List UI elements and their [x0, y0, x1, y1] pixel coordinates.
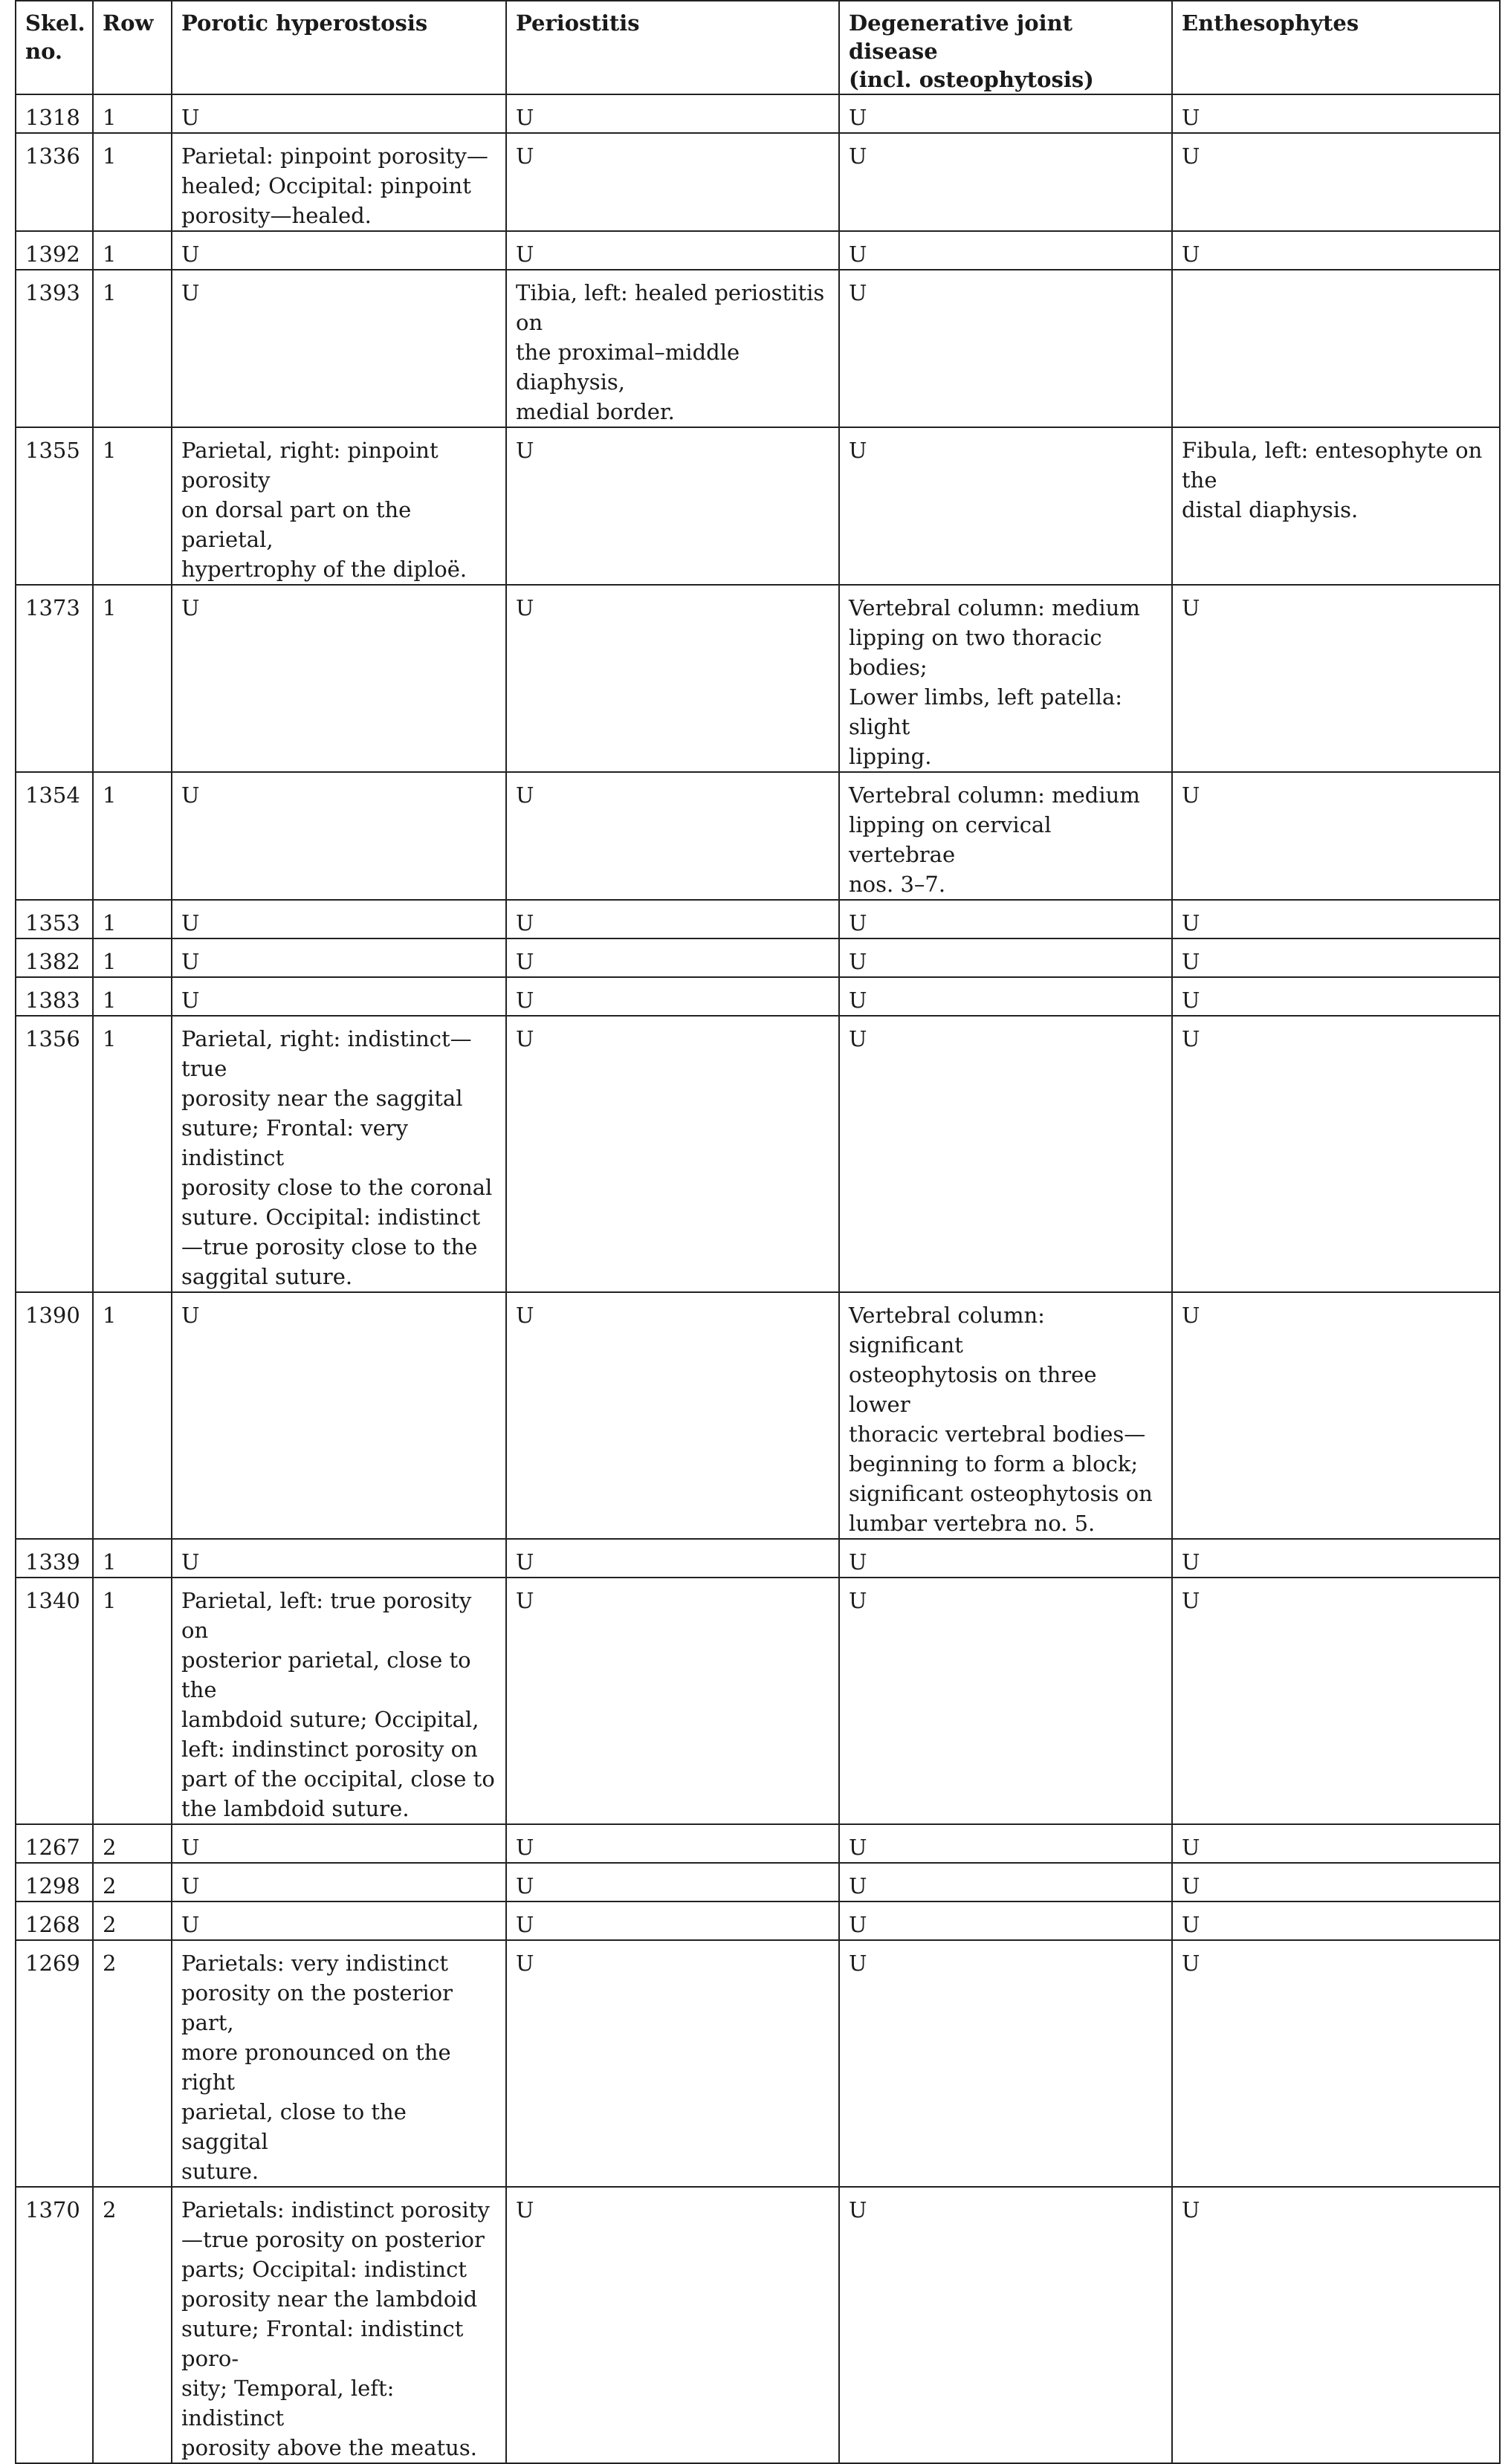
cell-porotic-hyperostosis: U [172, 1902, 506, 1940]
cell-periostitis: U [506, 1863, 839, 1902]
cell-periostitis: U [506, 1940, 839, 2187]
cell-enthesophytes: U [1172, 1016, 1500, 1292]
cell-porotic-hyperostosis: U [172, 585, 506, 772]
cell-enthesophytes: U [1172, 585, 1500, 772]
cell-row: 1 [93, 585, 172, 772]
cell-porotic-hyperostosis: Parietal, right: indistinct—true porosity near the saggital suture; Frontal: very indistinct porosity close to the coronal suture. Occipital: indistinct —true porosity close to the saggital suture. [172, 1016, 506, 1292]
cell-skel-no: 1339 [16, 1539, 93, 1578]
cell-enthesophytes: U [1172, 2187, 1500, 2463]
cell-skel-no: 1382 [16, 938, 93, 977]
cell-degenerative-joint-disease: U [839, 977, 1172, 1016]
cell-periostitis: U [506, 231, 839, 270]
table-row [16, 585, 1500, 772]
cell-porotic-hyperostosis: Parietals: indistinct porosity —true porosity on posterior parts; Occipital: indistinct porosity near the lambdoid suture; Frontal: indistinct poro- sity; Temporal, left: indistinct porosity above the meatus. [172, 2187, 506, 2463]
cell-porotic-hyperostosis: U [172, 938, 506, 977]
cell-degenerative-joint-disease: U [839, 900, 1172, 938]
cell-periostitis: U [506, 585, 839, 772]
cell-porotic-hyperostosis: U [172, 231, 506, 270]
cell-degenerative-joint-disease: U [839, 94, 1172, 133]
cell-row: 1 [93, 900, 172, 938]
table-row [16, 938, 1500, 977]
cell-skel-no: 1267 [16, 1824, 93, 1863]
cell-row: 1 [93, 94, 172, 133]
cell-periostitis: U [506, 1824, 839, 1863]
cell-enthesophytes: U [1172, 977, 1500, 1016]
table-row [16, 1902, 1500, 1940]
cell-periostitis: U [506, 1016, 839, 1292]
cell-degenerative-joint-disease: U [839, 1824, 1172, 1863]
table-row [16, 1578, 1500, 1824]
table-row [16, 1940, 1500, 2187]
cell-row: 1 [93, 231, 172, 270]
cell-periostitis: U [506, 427, 839, 585]
cell-enthesophytes: U [1172, 94, 1500, 133]
cell-row: 2 [93, 1902, 172, 1940]
cell-row: 1 [93, 270, 172, 427]
header-enthesophytes: Enthesophytes [1172, 1, 1500, 94]
cell-skel-no: 1354 [16, 772, 93, 900]
cell-row: 2 [93, 1940, 172, 2187]
cell-porotic-hyperostosis: Parietal, right: pinpoint porosity on dorsal part on the parietal, hypertrophy of the diploë. [172, 427, 506, 585]
cell-row: 2 [93, 1863, 172, 1902]
cell-porotic-hyperostosis: U [172, 772, 506, 900]
cell-porotic-hyperostosis: U [172, 1863, 506, 1902]
cell-porotic-hyperostosis: U [172, 270, 506, 427]
cell-skel-no: 1318 [16, 94, 93, 133]
pathology-table [15, 0, 1501, 2464]
cell-porotic-hyperostosis: U [172, 1539, 506, 1578]
cell-skel-no: 1393 [16, 270, 93, 427]
cell-skel-no: 1370 [16, 2187, 93, 2463]
cell-enthesophytes: U [1172, 1292, 1500, 1539]
table-row [16, 133, 1500, 231]
header-periostitis: Periostitis [506, 1, 839, 94]
cell-row: 1 [93, 938, 172, 977]
header-degenerative-joint-disease: Degenerative joint disease (incl. osteophytosis) [839, 1, 1172, 94]
cell-degenerative-joint-disease: U [839, 2187, 1172, 2463]
cell-skel-no: 1383 [16, 977, 93, 1016]
cell-skel-no: 1355 [16, 427, 93, 585]
cell-skel-no: 1356 [16, 1016, 93, 1292]
cell-skel-no: 1268 [16, 1902, 93, 1940]
cell-periostitis: U [506, 1902, 839, 1940]
cell-enthesophytes: U [1172, 1902, 1500, 1940]
cell-degenerative-joint-disease: U [839, 231, 1172, 270]
cell-row: 1 [93, 133, 172, 231]
cell-row: 1 [93, 772, 172, 900]
cell-skel-no: 1392 [16, 231, 93, 270]
cell-degenerative-joint-disease: U [839, 270, 1172, 427]
cell-row: 1 [93, 977, 172, 1016]
cell-periostitis: U [506, 900, 839, 938]
cell-row: 2 [93, 2187, 172, 2463]
cell-periostitis: U [506, 772, 839, 900]
cell-periostitis: U [506, 1292, 839, 1539]
table-row [16, 772, 1500, 900]
table-row [16, 94, 1500, 133]
cell-skel-no: 1340 [16, 1578, 93, 1824]
cell-skel-no: 1269 [16, 1940, 93, 2187]
cell-periostitis: U [506, 1578, 839, 1824]
cell-row: 1 [93, 1539, 172, 1578]
cell-enthesophytes: U [1172, 1940, 1500, 2187]
cell-porotic-hyperostosis: Parietal: pinpoint porosity— healed; Occipital: pinpoint porosity—healed. [172, 133, 506, 231]
cell-degenerative-joint-disease: Vertebral column: significant osteophytosis on three lower thoracic vertebral bodies— beginning to form a block; significant osteophytosis on lumbar vertebra no. 5. [839, 1292, 1172, 1539]
cell-row: 1 [93, 1578, 172, 1824]
cell-degenerative-joint-disease: U [839, 133, 1172, 231]
cell-enthesophytes: U [1172, 938, 1500, 977]
cell-degenerative-joint-disease: U [839, 1940, 1172, 2187]
cell-porotic-hyperostosis: Parietal, left: true porosity on posterior parietal, close to the lambdoid suture; Occipital, left: indinstinct porosity on part of the occipital, close to the lambdoid suture. [172, 1578, 506, 1824]
cell-degenerative-joint-disease: U [839, 1578, 1172, 1824]
table-row [16, 900, 1500, 938]
cell-enthesophytes: U [1172, 1578, 1500, 1824]
cell-periostitis: U [506, 2187, 839, 2463]
cell-periostitis: U [506, 1539, 839, 1578]
cell-degenerative-joint-disease: U [839, 1539, 1172, 1578]
cell-row: 1 [93, 427, 172, 585]
cell-periostitis: Tibia, left: healed periostitis on the proximal–middle diaphysis, medial border. [506, 270, 839, 427]
table-row [16, 270, 1500, 427]
cell-skel-no: 1373 [16, 585, 93, 772]
cell-enthesophytes: U [1172, 772, 1500, 900]
cell-porotic-hyperostosis: U [172, 900, 506, 938]
cell-skel-no: 1353 [16, 900, 93, 938]
cell-degenerative-joint-disease: U [839, 1016, 1172, 1292]
cell-skel-no: 1336 [16, 133, 93, 231]
cell-enthesophytes: U [1172, 1539, 1500, 1578]
cell-enthesophytes: U [1172, 231, 1500, 270]
cell-row: 1 [93, 1292, 172, 1539]
cell-row: 2 [93, 1824, 172, 1863]
cell-periostitis: U [506, 938, 839, 977]
header-row [16, 1, 1500, 94]
cell-porotic-hyperostosis: U [172, 94, 506, 133]
cell-periostitis: U [506, 977, 839, 1016]
cell-porotic-hyperostosis: U [172, 977, 506, 1016]
table-row [16, 231, 1500, 270]
table-row [16, 427, 1500, 585]
cell-enthesophytes: U [1172, 1863, 1500, 1902]
cell-enthesophytes: U [1172, 1824, 1500, 1863]
table-row [16, 1539, 1500, 1578]
cell-degenerative-joint-disease: Vertebral column: medium lipping on two thoracic bodies; Lower limbs, left patella: slight lipping. [839, 585, 1172, 772]
cell-enthesophytes: U [1172, 900, 1500, 938]
table-row [16, 1824, 1500, 1863]
cell-skel-no: 1298 [16, 1863, 93, 1902]
cell-periostitis: U [506, 133, 839, 231]
cell-enthesophytes: U [1172, 133, 1500, 231]
cell-periostitis: U [506, 94, 839, 133]
table-row [16, 1292, 1500, 1539]
cell-porotic-hyperostosis: U [172, 1824, 506, 1863]
cell-degenerative-joint-disease: U [839, 427, 1172, 585]
cell-degenerative-joint-disease: U [839, 938, 1172, 977]
cell-row: 1 [93, 1016, 172, 1292]
cell-degenerative-joint-disease: Vertebral column: medium lipping on cervical vertebrae nos. 3–7. [839, 772, 1172, 900]
table-row [16, 1863, 1500, 1902]
table-row [16, 977, 1500, 1016]
cell-degenerative-joint-disease: U [839, 1863, 1172, 1902]
cell-skel-no: 1390 [16, 1292, 93, 1539]
header-row-no: Row [93, 1, 172, 94]
header-porotic-hyperostosis: Porotic hyperostosis [172, 1, 506, 94]
table-row [16, 2187, 1500, 2463]
cell-degenerative-joint-disease: U [839, 1902, 1172, 1940]
cell-enthesophytes [1172, 270, 1500, 427]
cell-porotic-hyperostosis: U [172, 1292, 506, 1539]
table-row [16, 1016, 1500, 1292]
cell-porotic-hyperostosis: Parietals: very indistinct porosity on the posterior part, more pronounced on the right parietal, close to the saggital suture. [172, 1940, 506, 2187]
cell-enthesophytes: Fibula, left: entesophyte on the distal diaphysis. [1172, 427, 1500, 585]
header-skel-no: Skel. no. [16, 1, 93, 94]
